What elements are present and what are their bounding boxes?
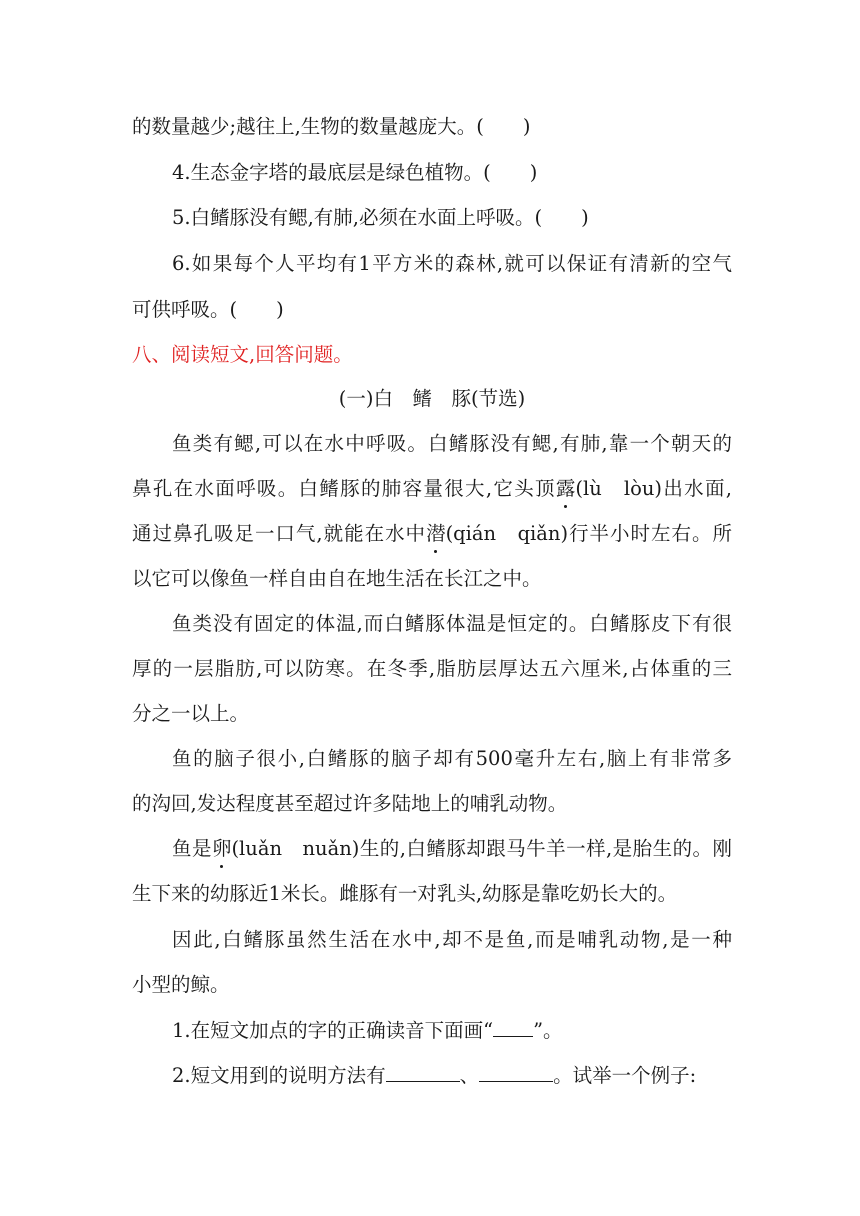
passage-p2-line3: 分之一以上。 bbox=[132, 702, 250, 725]
passage-p3-line2: 的沟回,发达程度甚至超过许多陆地上的哺乳动物。 bbox=[132, 792, 568, 815]
text-segment: 通过鼻孔吸足一口气,就能在水中 bbox=[132, 522, 427, 545]
passage-p4-line2: 生下来的幼豚近1米长。雌豚有一对乳头,幼豚是靠吃奶长大的。 bbox=[132, 882, 678, 905]
judgement-q6-line1: 6.如果每个人平均有1平方米的森林,就可以保证有清新的空气 bbox=[172, 252, 732, 275]
passage-p2-line2: 厚的一层脂肪,可以防寒。在冬季,脂肪层厚达五六厘米,占体重的三 bbox=[132, 657, 732, 680]
text-segment: 。试举一个例子: bbox=[553, 1064, 697, 1087]
text-segment: 2.短文用到的说明方法有 bbox=[172, 1064, 386, 1087]
passage-p5-line1: 因此,白鳍豚虽然生活在水中,却不是鱼,而是哺乳动物,是一种 bbox=[172, 928, 732, 951]
dotted-character: 潜 bbox=[426, 520, 446, 548]
text-segment: 鱼是 bbox=[172, 837, 212, 860]
text-segment: (qián qiǎn)行半小时左右。所 bbox=[445, 522, 733, 545]
passage-p1-line2 bbox=[132, 475, 732, 503]
answer-blank[interactable] bbox=[386, 1063, 460, 1082]
passage-p5-line2: 小型的鲸。 bbox=[132, 973, 230, 996]
dotted-character: 卵 bbox=[212, 835, 232, 863]
text-segment: ”。 bbox=[533, 1019, 563, 1042]
passage-p1-line3 bbox=[132, 520, 732, 548]
text-segment: (lù lòu)出水面, bbox=[575, 477, 733, 500]
text-segment: (luǎn nuǎn)生的,白鳍豚却跟马牛羊一样,是胎生的。刚 bbox=[231, 837, 732, 860]
text-segment: 、 bbox=[459, 1064, 480, 1087]
text-segment: 鼻孔在水面呼吸。白鳍豚的肺容量很大,它头顶 bbox=[132, 477, 556, 500]
passage-p2-line1: 鱼类没有固定的体温,而白鳍豚体温是恒定的。白鳍豚皮下有很 bbox=[172, 612, 732, 635]
judgement-q4: 4.生态金字塔的最底层是绿色植物。( ) bbox=[172, 161, 538, 184]
question-1 bbox=[172, 1017, 732, 1045]
passage-p3-line1: 鱼的脑子很小,白鳍豚的脑子却有500毫升左右,脑上有非常多 bbox=[172, 747, 732, 770]
text-segment: 1.在短文加点的字的正确读音下面画“ bbox=[172, 1019, 494, 1042]
judgement-q5: 5.白鳍豚没有鳃,有肺,必须在水面上呼吸。( ) bbox=[172, 206, 589, 229]
passage-p4-line1 bbox=[172, 835, 732, 863]
section-heading: 八、阅读短文,回答问题。 bbox=[132, 343, 353, 366]
passage-title: (一)白 鳍 豚(节选) bbox=[338, 387, 526, 410]
passage-p1-line4: 以它可以像鱼一样自由自在地生活在长江之中。 bbox=[132, 567, 542, 590]
judgement-q3-tail: 的数量越少;越往上,生物的数量越庞大。( ) bbox=[132, 115, 531, 138]
question-2 bbox=[172, 1062, 732, 1090]
passage-p1-line1: 鱼类有鳃,可以在水中呼吸。白鳍豚没有鳃,有肺,靠一个朝天的 bbox=[172, 432, 732, 455]
answer-blank[interactable] bbox=[493, 1018, 533, 1037]
answer-blank[interactable] bbox=[479, 1063, 553, 1082]
dotted-character: 露 bbox=[556, 475, 576, 503]
judgement-q6-line2: 可供呼吸。( ) bbox=[132, 298, 284, 321]
